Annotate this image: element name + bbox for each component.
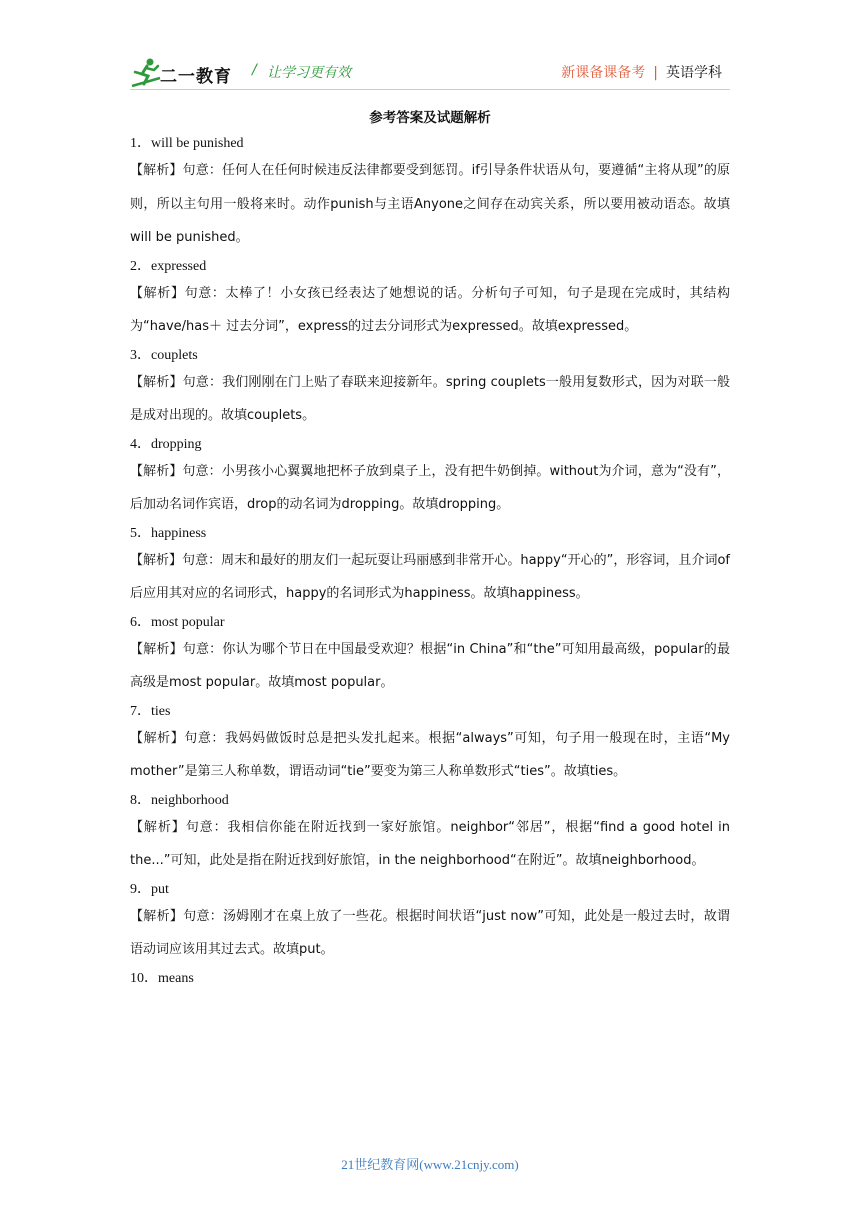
header-divider-line (130, 89, 730, 90)
analysis-text: 【解析】句意：周末和最好的朋友们一起玩耍让玛丽感到非常开心。happy“开心的”，形容词，且介词of后应用其对应的名词形式，happy的名词形式为happiness。故填happiness。 (130, 552, 730, 601)
runner-logo-icon (130, 56, 164, 90)
analysis-text: 【解析】句意：你认为哪个节日在中国最受欢迎？根据“in China”和“the”可知用最高级，popular的最高级是most popular。故填most popular。 (130, 641, 730, 690)
question-number: 1． (130, 136, 151, 151)
question-number: 5． (130, 525, 151, 541)
logo-text: 二一教育 (160, 67, 232, 87)
question-number: 6． (130, 614, 151, 630)
page-title: 参考答案及试题解析 (369, 110, 491, 126)
answer-line (130, 435, 730, 455)
answer-line (130, 346, 730, 366)
analysis-text: 【解析】句意：太棒了！小女孩已经表达了她想说的话。分析句子可知，句子是现在完成时，其结构为“have/has＋ 过去分词”，express的过去分词形式为expressed。故填expressed。 (130, 285, 730, 334)
slogan: 让学习更有效 (267, 65, 351, 81)
question-number: 3． (130, 347, 151, 363)
answer-line (130, 880, 730, 900)
answer-line (130, 969, 730, 989)
analysis-text: 【解析】句意：我们刚刚在门上贴了春联来迎接新年。spring couplets一般用复数形式，因为对联一般是成对出现的。故填couplets。 (130, 374, 730, 423)
slogan-separator: / (252, 62, 257, 78)
question-number: 8． (130, 792, 151, 808)
logo (130, 56, 240, 90)
answer-text: happiness (151, 525, 207, 541)
analysis-text: 【解析】句意：汤姆刚才在桌上放了一些花。根据时间状语“just now”可知，此处是一般过去时，故谓语动词应该用其过去式。故填put。 (130, 908, 730, 957)
answer-line (130, 524, 730, 544)
analysis-text: 【解析】句意：任何人在任何时候违反法律都要受到惩罚。if引导条件状语从句，要遵循“主将从现”的原则，所以主句用一般将来时。动作punish与主语Anyone之间存在动宾关系，所以要用被动语态。故填will be punished。 (130, 163, 730, 245)
answer-item (130, 257, 730, 344)
answer-text: expressed (151, 258, 207, 274)
answer-text: couplets (151, 347, 198, 363)
analysis-text: 【解析】句意：小男孩小心翼翼地把杯子放到桌子上，没有把牛奶倒掉。without为介词，意为“没有”，后加动名词作宾语，drop的动名词为dropping。故填dropping。 (130, 463, 730, 512)
answer-item (130, 791, 730, 878)
answer-item (130, 346, 730, 433)
header-right (561, 62, 722, 82)
analysis-text: 【解析】句意：我相信你能在附近找到一家好旅馆。neighbor“邻居”，根据“find a good hotel in the...”可知，此处是指在附近找到好旅馆，in the neighborhood“在附近”。故填neighborhood。 (130, 819, 730, 868)
answer-item (130, 524, 730, 611)
answer-line (130, 613, 730, 633)
question-number: 2． (130, 258, 151, 274)
answer-text: most popular (151, 614, 225, 630)
answer-text: put (151, 881, 169, 897)
answer-line (130, 791, 730, 811)
answer-item (130, 613, 730, 700)
answer-line (130, 257, 730, 277)
question-number: 9． (130, 881, 151, 897)
answer-line (130, 134, 730, 154)
page-header (130, 56, 730, 92)
answer-text: ties (151, 703, 171, 719)
answer-text: will be punished (151, 136, 244, 151)
header-divider: | (653, 65, 658, 81)
answer-text: dropping (151, 436, 202, 452)
answer-text: neighborhood (151, 792, 229, 808)
header-subject-label: 英语学科 (666, 65, 722, 81)
answer-line (130, 702, 730, 722)
answer-item (130, 134, 730, 255)
question-number: 7． (130, 703, 151, 719)
question-number: 4． (130, 436, 151, 452)
answer-item (130, 880, 730, 967)
question-number: 10． (130, 970, 158, 986)
answer-text: means (158, 970, 194, 986)
analysis-text: 【解析】句意：我妈妈做饭时总是把头发扎起来。根据“always”可知，句子用一般现在时，主语“My mother”是第三人称单数，谓语动词“tie”要变为第三人称单数形式“ties”。故填ties。 (130, 730, 730, 779)
header-course-label: 新课备课备考 (561, 65, 646, 81)
answer-item (130, 435, 730, 522)
answer-list (130, 134, 730, 989)
answer-item (130, 969, 730, 989)
answer-item (130, 702, 730, 789)
page-footer[interactable]: 21世纪教育网(www.21cnjy.com) (341, 1157, 519, 1172)
